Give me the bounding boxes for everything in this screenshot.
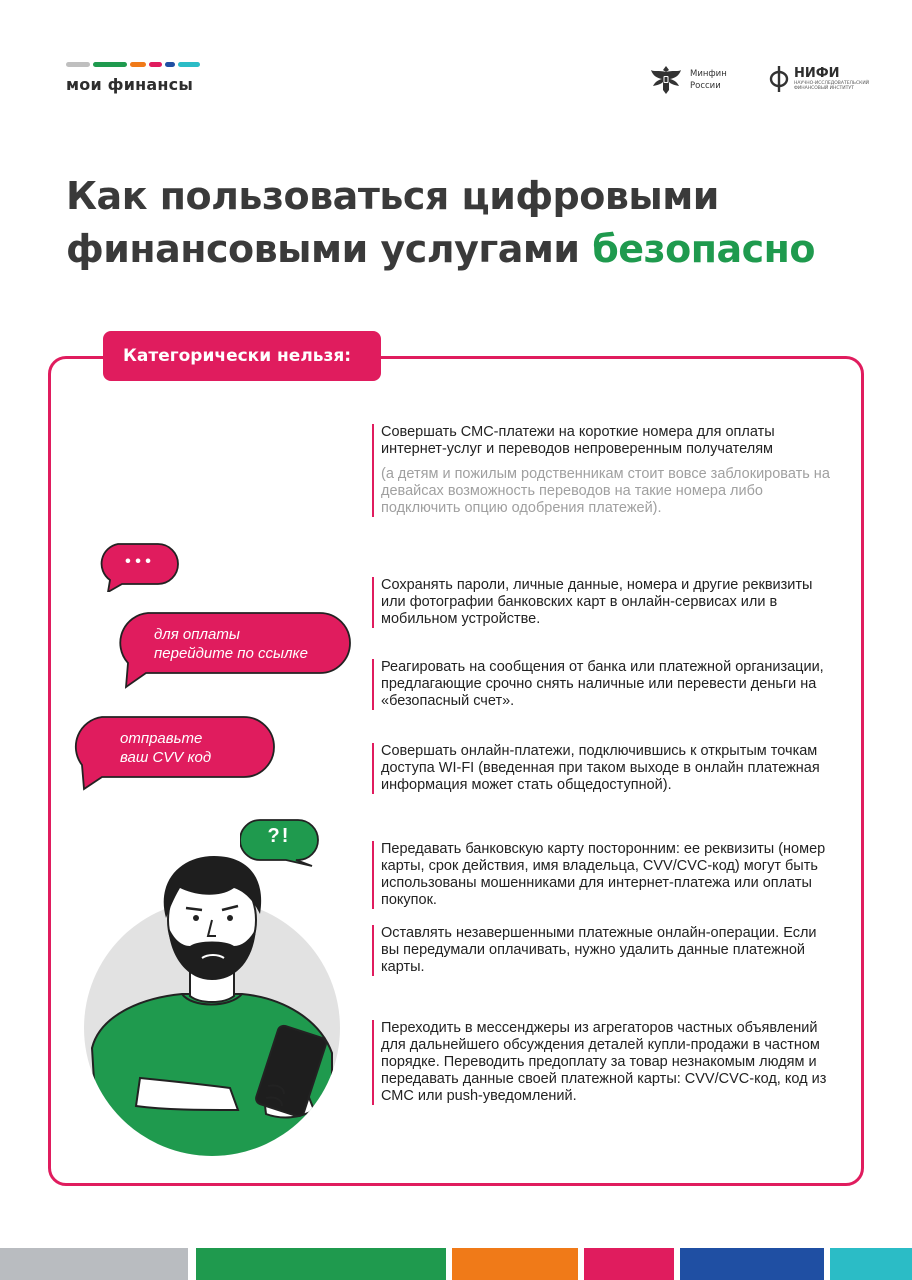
brand-bar-teal	[178, 62, 200, 67]
rule-text: Совершать онлайн-платежи, подключившись к открытым точкам доступа WI-FI (введенная при таком выходе в онлайн платежная информация может стать общедоступной).	[381, 743, 820, 793]
ministry-line2: России	[690, 81, 721, 91]
cvv-line2: ваш CVV код	[120, 749, 212, 766]
dots-bubble	[96, 542, 180, 592]
brand-bar-orange	[130, 62, 147, 67]
rule-text: Сохранять пароли, личные данные, номера и другие реквизиты или фотографии банковских карт в онлайн-сервисах или в мобильном устройстве.	[381, 577, 813, 627]
exclaim-text: ?!	[267, 825, 291, 847]
footer-bar-gray	[0, 1248, 188, 1280]
footer-bar-orange	[452, 1248, 578, 1280]
ministry-logo	[648, 62, 727, 98]
section-label: Категорически нельзя:	[103, 331, 381, 381]
footer-bar-blue	[680, 1248, 824, 1280]
nifi-subtitle: НАУЧНО-ИССЛЕДОВАТЕЛЬСКИЙ ФИНАНСОВЫЙ ИНСТИТУТ	[794, 81, 870, 91]
rule-text: Передавать банковскую карту посторонним: ее реквизиты (номер карты, срок действия, имя владельца, CVV/CVC-код) могут быть использованы мошенниками для интернет-платежа или оплаты покупок.	[381, 841, 826, 908]
brand-color-bars	[66, 62, 200, 67]
brand-bar-pink	[149, 62, 162, 67]
rule-item-passwords	[372, 577, 832, 628]
rule-text: Реагировать на сообщения от банка или платежной организации, предлагающие срочно снять наличные или перевести деньги на «безопасный счет».	[381, 659, 824, 709]
rule-item-wifi	[372, 743, 832, 794]
brand-bar-green	[93, 62, 126, 67]
cvv-text	[120, 729, 211, 767]
man-with-phone-illustration	[70, 848, 350, 1178]
title-line2	[66, 223, 866, 276]
link-line2: перейдите по ссылке	[154, 645, 308, 662]
rule-text: Оставлять незавершенными платежные онлайн-операции. Если вы передумали оплачивать, нужно удалить данные платежной карты.	[381, 925, 817, 975]
rule-item-card-transfer	[372, 841, 832, 909]
cvv-line1: отправьте	[120, 730, 203, 747]
page-title	[66, 170, 866, 276]
footer-bar-green	[196, 1248, 446, 1280]
brand-text: мои финансы	[66, 75, 193, 94]
ministry-line1: Минфин	[690, 69, 727, 79]
link-bubble	[116, 611, 352, 689]
rule-text: Переходить в мессенджеры из агрегаторов частных объявлений для дальнейшего обсуждения деталей купли-продажи в частном порядке. Переводить предоплату за товар незнакомым людям и передавать данные своей платежной карты: CVV/CVC-код, код из СМС или push-уведомлений.	[381, 1020, 827, 1104]
brand-logo	[66, 62, 200, 94]
link-text	[154, 625, 308, 663]
footer-color-bars	[0, 1248, 912, 1280]
footer-bar-pink	[584, 1248, 674, 1280]
nifi-logo	[768, 64, 874, 94]
rule-item-unfinished-operations	[372, 925, 832, 976]
title-line2-plain: финансовыми услугами	[66, 227, 593, 271]
rule-text: Совершать СМС-платежи на короткие номера для оплаты интернет-услуг и переводов непроверенным получателям	[381, 424, 775, 457]
dots-text: • • •	[125, 553, 151, 570]
eagle-emblem-icon	[648, 62, 684, 98]
cvv-bubble	[72, 715, 276, 791]
footer-bar-teal	[830, 1248, 912, 1280]
brand-bar-blue	[165, 62, 174, 67]
title-line1: Как пользоваться цифровыми	[66, 174, 719, 218]
brand-bar-gray	[66, 62, 90, 67]
rule-item-messengers	[372, 1020, 832, 1105]
rule-note: (а детям и пожилым родственникам стоит вовсе заблокировать на девайсах возможность переводов на такие номера либо подключить опцию одобрения платежей).	[381, 466, 830, 516]
title-accent: безопасно	[592, 227, 816, 271]
nifi-phi-icon	[768, 64, 790, 94]
nifi-name: НИФИ	[794, 66, 840, 81]
rule-item-bank-messages	[372, 659, 832, 710]
ministry-text	[690, 68, 727, 92]
link-line1: для оплаты	[154, 626, 240, 643]
rule-item-sms	[372, 424, 832, 517]
